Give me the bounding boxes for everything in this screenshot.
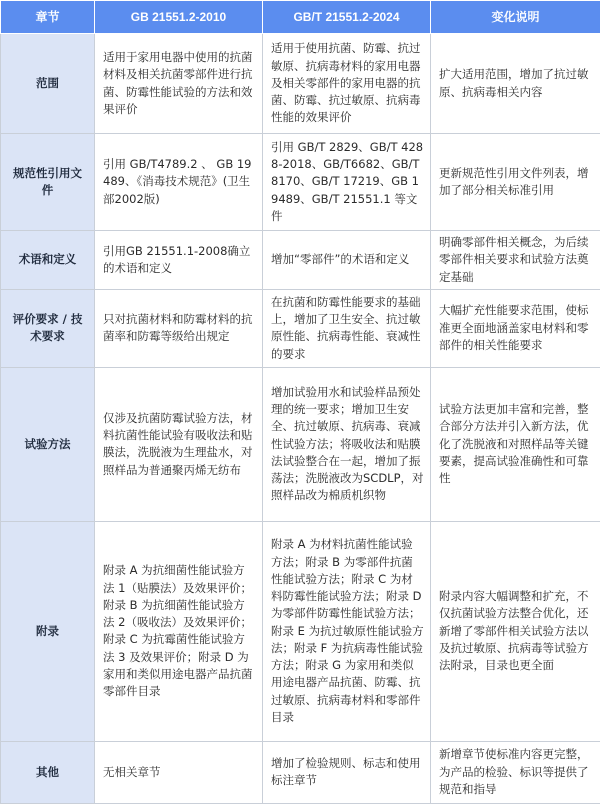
old-standard-cell: 适用于家用电器中使用的抗菌材料及相关抗菌零部件进行抗菌、防霉性能试验的方法和效果评价 [95, 34, 263, 134]
old-standard-cell: 只对抗菌材料和防霉材料的抗菌率和防霉等级给出规定 [95, 289, 263, 367]
header-section: 章节 [1, 1, 95, 34]
old-standard-cell: 引用GB 21551.1-2008确立的术语和定义 [95, 231, 263, 290]
table-row [1, 741, 600, 803]
new-standard-cell: 适用于使用抗菌、防霉、抗过敏原、抗病毒材料的家用电器及相关零部件的家用电器的抗菌、防霉、抗过敏原、抗病毒性能的效果评价 [263, 34, 431, 134]
change-note-cell: 新增章节使标准内容更完整，为产品的检验、标识等提供了规范和指导 [431, 741, 600, 803]
row-section-label: 评价要求 / 技术要求 [1, 289, 95, 367]
row-section-label: 规范性引用文件 [1, 134, 95, 231]
change-note-cell: 大幅扩充性能要求范围，使标准更全面地涵盖家电材料和零部件的相关性能要求 [431, 289, 600, 367]
change-note-cell: 试验方法更加丰富和完善，整合部分方法并引入新方法，优化了洗脱液和对照样品等关键要素，提高试验准确性和可靠性 [431, 367, 600, 521]
new-standard-cell: 增加了检验规则、标志和使用标注章节 [263, 741, 431, 803]
new-standard-cell: 在抗菌和防霉性能要求的基础上，增加了卫生安全、抗过敏原性能、抗病毒性能、衰减性的要求 [263, 289, 431, 367]
table-row [1, 231, 600, 290]
new-standard-cell: 增加试验用水和试验样品预处理的统一要求；增加卫生安全、抗过敏原、抗病毒、衰减性试验方法；将吸收法和贴膜法试验整合在一起，增加了振荡法；洗脱液改为SCDLP，对照样品改为棉质机织物 [263, 367, 431, 521]
change-note-cell: 扩大适用范围，增加了抗过敏原、抗病毒相关内容 [431, 34, 600, 134]
row-section-label: 其他 [1, 741, 95, 803]
table-row [1, 367, 600, 521]
old-standard-cell: 无相关章节 [95, 741, 263, 803]
table-header-row [1, 1, 600, 34]
old-standard-cell: 附录 A 为抗细菌性能试验方法 1（贴膜法）及效果评价；附录 B 为抗细菌性能试验方法 2（吸收法）及效果评价；附录 C 为抗霉菌性能试验方法 3 及效果评价；附录 D 为家用和类似用途电器产品抗菌零部件目录 [95, 521, 263, 741]
new-standard-cell: 引用 GB/T 2829、GB/T 4288-2018、GB/T6682、GB/T 8170、GB/T 17219、GB 19489、GB/T 21551.1 等文件 [263, 134, 431, 231]
table-row [1, 521, 600, 741]
new-standard-cell: 增加“零部件”的术语和定义 [263, 231, 431, 290]
new-standard-cell: 附录 A 为材料抗菌性能试验方法；附录 B 为零部件抗菌性能试验方法；附录 C 为材料防霉性能试验方法；附录 D 为零部件防霉性能试验方法；附录 E 为抗过敏原性能试验方法；附录 F 为抗病毒性能试验方法；附录 G 为家用和类似用途电器产品抗菌、防霉、抗过敏原、抗病毒材料和零部件目录 [263, 521, 431, 741]
header-old-standard: GB 21551.2-2010 [95, 1, 263, 34]
change-note-cell: 明确零部件相关概念，为后续零部件相关要求和试验方法奠定基础 [431, 231, 600, 290]
row-section-label: 试验方法 [1, 367, 95, 521]
row-section-label: 范围 [1, 34, 95, 134]
row-section-label: 附录 [1, 521, 95, 741]
change-note-cell: 附录内容大幅调整和扩充，不仅抗菌试验方法整合优化，还新增了零部件相关试验方法以及抗过敏原、抗病毒等试验方法附录，目录也更全面 [431, 521, 600, 741]
header-new-standard: GB/T 21551.2-2024 [263, 1, 431, 34]
table-row [1, 34, 600, 134]
old-standard-cell: 引用 GB/T4789.2 、 GB 19489、《消毒技术规范》(卫生部2002版) [95, 134, 263, 231]
header-change-note: 变化说明 [431, 1, 600, 34]
old-standard-cell: 仅涉及抗菌防霉试验方法，材料抗菌性能试验有吸收法和贴膜法，洗脱液为生理盐水，对照样品为普通聚丙烯无纺布 [95, 367, 263, 521]
table-row [1, 289, 600, 367]
table-row [1, 134, 600, 231]
row-section-label: 术语和定义 [1, 231, 95, 290]
change-note-cell: 更新规范性引用文件列表，增加了部分相关标准引用 [431, 134, 600, 231]
